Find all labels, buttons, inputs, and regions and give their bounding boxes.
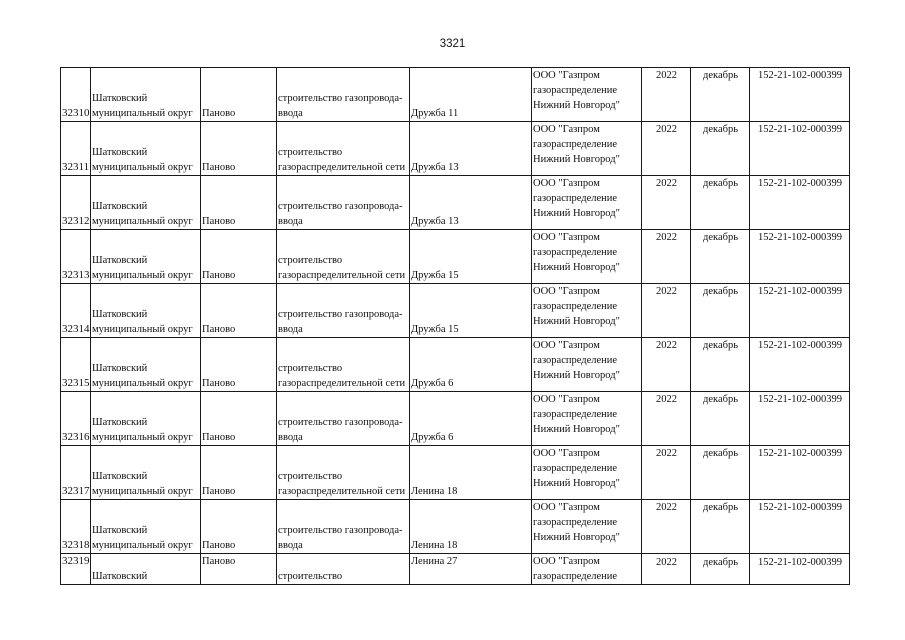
cell-line: Нижний Новгород" (533, 100, 620, 111)
cell-month: декабрь (691, 230, 750, 284)
cell-settlement: Паново (201, 446, 277, 500)
cell-work (277, 230, 410, 284)
cell-year: 2022 (642, 68, 691, 122)
table-row (61, 122, 850, 176)
cell-district (91, 68, 201, 122)
cell-month: декабрь (691, 392, 750, 446)
cell-address: Дружба 13 (410, 122, 532, 176)
cell-work (277, 68, 410, 122)
cell-num: 32316 (61, 392, 91, 446)
cell-code: 152-21-102-000399 (750, 176, 850, 230)
cell-line: Шатковский (92, 309, 148, 320)
cell-address: Дружба 13 (410, 176, 532, 230)
cell-code: 152-21-102-000399 (750, 122, 850, 176)
cell-org (532, 392, 642, 446)
cell-line: газораспределительной сети (278, 486, 406, 497)
cell-district (91, 284, 201, 338)
cell-month: декабрь (691, 122, 750, 176)
cell-line: Шатковский (92, 525, 148, 536)
cell-address: Ленина 18 (410, 446, 532, 500)
cell-org (532, 122, 642, 176)
cell-line: ввода (278, 540, 303, 551)
cell-line: Шатковский (92, 147, 148, 158)
cell-code: 152-21-102-000399 (750, 284, 850, 338)
cell-year: 2022 (642, 176, 691, 230)
cell-line: строительство газопровода- (278, 309, 403, 320)
cell-num: 32311 (61, 122, 91, 176)
table-row (61, 554, 850, 585)
cell-line: муниципальный округ (92, 162, 193, 173)
cell-work (277, 176, 410, 230)
cell-line: газораспределение (533, 85, 618, 96)
cell-org (532, 68, 642, 122)
cell-district (91, 122, 201, 176)
cell-month: декабрь (691, 68, 750, 122)
cell-district (91, 392, 201, 446)
cell-line: ООО "Газпром (533, 340, 600, 351)
cell-org (532, 176, 642, 230)
cell-settlement: Паново (201, 338, 277, 392)
cell-org (532, 338, 642, 392)
cell-line: ООО "Газпром (533, 286, 600, 297)
cell-line: Нижний Новгород" (533, 424, 620, 435)
cell-line: Шатковский (92, 471, 148, 482)
cell-address: Ленина 27 (410, 554, 532, 585)
cell-line: муниципальный округ (92, 378, 193, 389)
cell-district (91, 338, 201, 392)
cell-year: 2022 (642, 284, 691, 338)
cell-line: Нижний Новгород" (533, 478, 620, 489)
cell-settlement: Паново (201, 500, 277, 554)
cell-code: 152-21-102-000399 (750, 554, 850, 585)
cell-line: ввода (278, 324, 303, 335)
table-row (61, 176, 850, 230)
cell-address: Дружба 6 (410, 392, 532, 446)
cell-work (277, 122, 410, 176)
cell-line: строительство газопровода- (278, 525, 403, 536)
cell-line: Шатковский (92, 255, 148, 266)
cell-line: газораспределение (533, 139, 618, 150)
cell-line: Шатковский (92, 363, 148, 374)
cell-settlement: Паново (201, 392, 277, 446)
cell-code: 152-21-102-000399 (750, 500, 850, 554)
cell-org (532, 554, 642, 585)
cell-line: Шатковский (92, 571, 148, 582)
cell-line: муниципальный округ (92, 324, 193, 335)
table-row (61, 446, 850, 500)
cell-work (277, 284, 410, 338)
cell-line: ООО "Газпром (533, 232, 600, 243)
cell-line: газораспределительной сети (278, 378, 406, 389)
cell-code: 152-21-102-000399 (750, 392, 850, 446)
cell-address: Дружба 11 (410, 68, 532, 122)
cell-month: декабрь (691, 338, 750, 392)
cell-num: 32315 (61, 338, 91, 392)
cell-num: 32319 (61, 554, 91, 585)
cell-year: 2022 (642, 338, 691, 392)
registry-table (60, 67, 850, 585)
cell-line: газораспределение (533, 463, 618, 474)
cell-line: Нижний Новгород" (533, 316, 620, 327)
cell-line: Нижний Новгород" (533, 370, 620, 381)
cell-month: декабрь (691, 176, 750, 230)
cell-org (532, 446, 642, 500)
cell-line: ООО "Газпром (533, 556, 600, 567)
cell-line: строительство газопровода- (278, 417, 403, 428)
cell-line: газораспределение (533, 247, 618, 258)
cell-num: 32317 (61, 446, 91, 500)
cell-line: ООО "Газпром (533, 394, 600, 405)
table-row (61, 338, 850, 392)
cell-line: муниципальный округ (92, 486, 193, 497)
cell-code: 152-21-102-000399 (750, 446, 850, 500)
table-body (61, 68, 850, 585)
table-row (61, 230, 850, 284)
cell-code: 152-21-102-000399 (750, 338, 850, 392)
cell-line: газораспределение (533, 355, 618, 366)
cell-year: 2022 (642, 446, 691, 500)
cell-line: Нижний Новгород" (533, 262, 620, 273)
cell-district (91, 500, 201, 554)
cell-settlement: Паново (201, 554, 277, 585)
cell-line: муниципальный округ (92, 108, 193, 119)
cell-line: ООО "Газпром (533, 448, 600, 459)
cell-line: Шатковский (92, 417, 148, 428)
cell-year: 2022 (642, 500, 691, 554)
cell-address: Ленина 18 (410, 500, 532, 554)
cell-line: газораспределение (533, 571, 618, 582)
cell-code: 152-21-102-000399 (750, 68, 850, 122)
cell-line: строительство (278, 363, 343, 374)
cell-line: ООО "Газпром (533, 124, 600, 135)
cell-line: Шатковский (92, 201, 148, 212)
cell-line: Нижний Новгород" (533, 532, 620, 543)
cell-line: газораспределение (533, 409, 618, 420)
cell-line: ООО "Газпром (533, 70, 600, 81)
cell-line: Шатковский (92, 93, 148, 104)
cell-num: 32310 (61, 68, 91, 122)
cell-address: Дружба 15 (410, 284, 532, 338)
cell-line: муниципальный округ (92, 432, 193, 443)
cell-num: 32312 (61, 176, 91, 230)
cell-year: 2022 (642, 230, 691, 284)
cell-line: ввода (278, 108, 303, 119)
cell-line: ввода (278, 216, 303, 227)
cell-line: газораспределительной сети (278, 270, 406, 281)
cell-year: 2022 (642, 392, 691, 446)
cell-work (277, 392, 410, 446)
cell-work (277, 446, 410, 500)
cell-line: газораспределение (533, 301, 618, 312)
cell-line: строительство (278, 571, 343, 582)
table-row (61, 68, 850, 122)
cell-line: газораспределение (533, 193, 618, 204)
table-row (61, 284, 850, 338)
cell-line: строительство (278, 255, 343, 266)
cell-line: муниципальный округ (92, 216, 193, 227)
cell-month: декабрь (691, 554, 750, 585)
cell-month: декабрь (691, 446, 750, 500)
cell-settlement: Паново (201, 284, 277, 338)
cell-line: строительство газопровода- (278, 93, 403, 104)
cell-settlement: Паново (201, 68, 277, 122)
cell-settlement: Паново (201, 230, 277, 284)
cell-line: Нижний Новгород" (533, 154, 620, 165)
cell-month: декабрь (691, 284, 750, 338)
cell-line: ввода (278, 432, 303, 443)
cell-address: Дружба 15 (410, 230, 532, 284)
cell-address: Дружба 6 (410, 338, 532, 392)
cell-line: ООО "Газпром (533, 178, 600, 189)
cell-district (91, 554, 201, 585)
cell-num: 32313 (61, 230, 91, 284)
cell-work (277, 500, 410, 554)
cell-line: муниципальный округ (92, 540, 193, 551)
cell-line: газораспределительной сети (278, 162, 406, 173)
cell-district (91, 176, 201, 230)
cell-district (91, 446, 201, 500)
cell-year: 2022 (642, 122, 691, 176)
cell-settlement: Паново (201, 176, 277, 230)
cell-org (532, 230, 642, 284)
cell-line: строительство газопровода- (278, 201, 403, 212)
cell-num: 32318 (61, 500, 91, 554)
cell-work (277, 338, 410, 392)
cell-code: 152-21-102-000399 (750, 230, 850, 284)
cell-line: строительство (278, 147, 343, 158)
cell-line: ООО "Газпром (533, 502, 600, 513)
table-row (61, 500, 850, 554)
cell-line: Нижний Новгород" (533, 208, 620, 219)
cell-org (532, 500, 642, 554)
page-number: 3321 (439, 38, 466, 50)
cell-org (532, 284, 642, 338)
cell-line: строительство (278, 471, 343, 482)
cell-month: декабрь (691, 500, 750, 554)
cell-num: 32314 (61, 284, 91, 338)
cell-line: муниципальный округ (92, 270, 193, 281)
cell-year: 2022 (642, 554, 691, 585)
table-row (61, 392, 850, 446)
cell-line: газораспределение (533, 517, 618, 528)
cell-work (277, 554, 410, 585)
cell-district (91, 230, 201, 284)
cell-settlement: Паново (201, 122, 277, 176)
